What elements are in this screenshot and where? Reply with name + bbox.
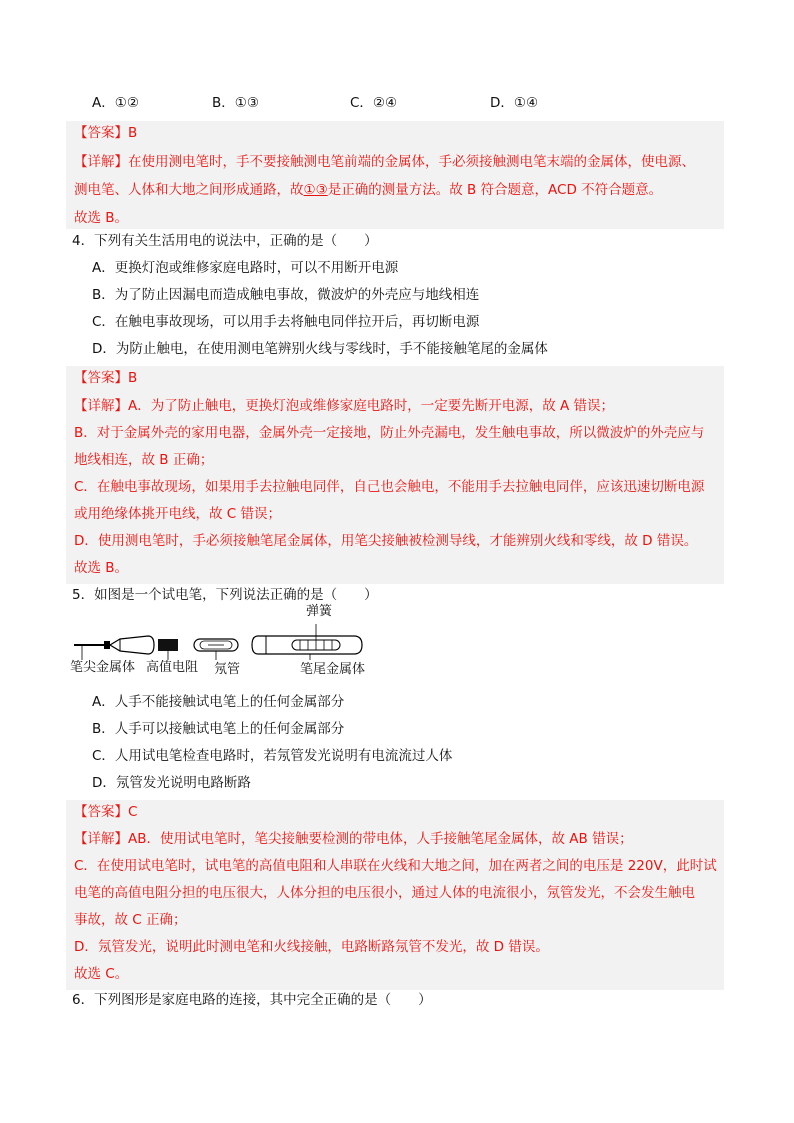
detail-text: 在使用测电笔时，手不要接触测电笔前端的金属体，手必须接触测电笔末端的金属体，使电源、 (128, 154, 695, 170)
detail-line: 事故，故 C 正确； (74, 912, 187, 928)
conclusion-line: 故选 B。 (74, 210, 129, 226)
label-tail-metal: 笔尾金属体 (300, 662, 366, 677)
answer-tag: 【答案】B (74, 125, 138, 141)
underlined-text: ①③ (303, 182, 328, 198)
label-tip-metal: 笔尖金属体 (70, 660, 136, 675)
test-pen-figure (70, 604, 380, 682)
detail-tag: 【详解】 (74, 154, 128, 170)
detail-line: 电笔的高值电阻分担的电压很大，人体分担的电压很小，通过人体的电流很小，氖管发光，不会发生触电 (74, 885, 695, 901)
q5-option-c: C．人用试电笔检查电路时，若氖管发光说明有电流流过人体 (92, 748, 453, 764)
detail-line: B．对于金属外壳的家用电器，金属外壳一定接地，防止外壳漏电，发生触电事故，所以微波炉的外壳应与 (74, 425, 705, 441)
q5-option-b: B．人手可以接触试电笔上的任何金属部分 (92, 721, 345, 737)
conclusion-line: 故选 B。 (74, 560, 129, 576)
question-stem-6: 6．下列图形是家庭电路的连接，其中完全正确的是（ ） (72, 992, 432, 1008)
label-spring: 弹簧 (306, 604, 333, 619)
option-a: A．①② (92, 95, 139, 111)
answer-tag: 【答案】C (74, 804, 138, 820)
answer-tag: 【答案】B (74, 370, 138, 386)
q4-option-d: D．为防止触电，在使用测电笔辨别火线与零线时，手不能接触笔尾的金属体 (92, 341, 548, 357)
detail-line (74, 829, 633, 849)
detail-line: D．氖管发光，说明此时测电笔和火线接触，电路断路氖管不发光，故 D 错误。 (74, 939, 549, 955)
q5-option-a: A．人手不能接触试电笔上的任何金属部分 (92, 694, 345, 710)
detail-line: C．在触电事故现场，如果用手去拉触电同伴，自己也会触电，不能用手去拉触电同伴，应该迅速切断电源 (74, 479, 705, 495)
detail-line (74, 396, 614, 416)
detail-text: A．为了防止触电，更换灯泡或维修家庭电路时，一定要先断开电源，故 A 错误； (128, 398, 615, 414)
detail-text: 是正确的测量方法。故 B 符合题意，ACD 不符合题意。 (327, 182, 663, 198)
q4-option-a: A．更换灯泡或维修家庭电路时，可以不用断开电源 (92, 260, 399, 276)
label-neon-tube: 氖管 (214, 662, 241, 677)
detail-line: 地线相连，故 B 正确； (74, 452, 214, 468)
detail-line (74, 180, 662, 200)
detail-tag: 【详解】 (74, 398, 128, 414)
question-stem-4: 4．下列有关生活用电的说法中，正确的是（ ） (72, 233, 378, 249)
answer-box-q3 (66, 121, 724, 229)
option-d: D．①④ (490, 95, 539, 111)
q5-option-d: D．氖管发光说明电路断路 (92, 775, 251, 791)
detail-text: AB．使用试电笔时，笔尖接触要检测的带电体，人手接触笔尾金属体，故 AB 错误； (128, 831, 633, 847)
detail-line (74, 152, 695, 172)
question-stem-5: 5．如图是一个试电笔，下列说法正确的是（ ） (72, 587, 378, 603)
answer-box-q4 (66, 366, 724, 584)
detail-line: C．在使用试电笔时，试电笔的高值电阻和人串联在火线和大地之间，加在两者之间的电压是 220V，此时试 (74, 858, 717, 874)
detail-tag: 【详解】 (74, 831, 128, 847)
detail-text: 测电笔、人体和大地之间形成通路，故 (74, 182, 304, 198)
option-b: B．①③ (212, 95, 259, 111)
q4-option-c: C．在触电事故现场，可以用手去将触电同伴拉开后，再切断电源 (92, 314, 480, 330)
q4-option-b: B．为了防止因漏电而造成触电事故，微波炉的外壳应与地线相连 (92, 287, 480, 303)
option-c: C．②④ (350, 95, 398, 111)
detail-line: 或用绝缘体挑开电线，故 C 错误； (74, 506, 282, 522)
conclusion-line: 故选 C。 (74, 966, 129, 982)
answer-box-q5 (66, 800, 724, 990)
detail-line: D．使用测电笔时，手必须接触笔尾金属体，用笔尖接触被检测导线，才能辨别火线和零线，故 D 错误。 (74, 533, 698, 549)
label-high-resistor: 高值电阻 (146, 660, 199, 675)
